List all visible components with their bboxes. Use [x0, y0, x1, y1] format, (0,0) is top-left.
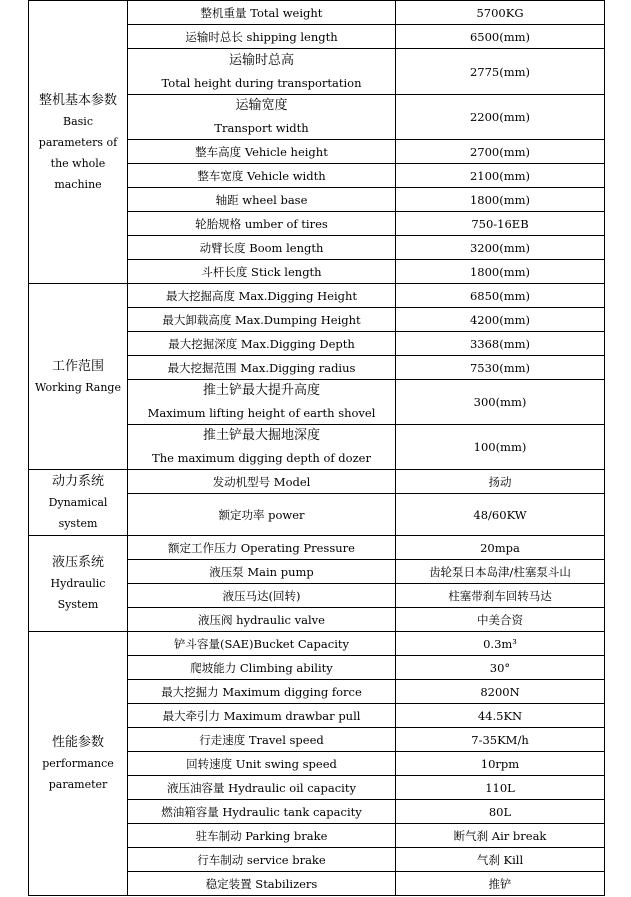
parameter-name-cell [128, 800, 396, 824]
parameter-name-cell [128, 380, 396, 425]
parameter-name-cell [128, 848, 396, 872]
parameter-value: 750-16EB [471, 216, 529, 231]
parameter-name-cell [128, 308, 396, 332]
parameter-value-cell [396, 95, 605, 140]
category-label-en: Basic [63, 114, 93, 128]
parameter-value: 80L [488, 804, 512, 819]
parameter-name-cell [128, 584, 396, 608]
parameter-name-cell [128, 212, 396, 236]
parameter-name-cell [128, 425, 396, 470]
parameter-name-cell [128, 95, 396, 140]
parameter-name-cell [128, 164, 396, 188]
parameter-name: 额定工作压力 Operating Pressure [168, 540, 355, 555]
parameter-value-cell [396, 380, 605, 425]
parameter-value: 30° [489, 660, 511, 675]
parameter-name: 液压油容量 Hydraulic oil capacity [167, 780, 356, 795]
parameter-value-cell [396, 776, 605, 800]
parameter-value: 2700(mm) [469, 144, 531, 159]
parameter-name: 发动机型号 Model [212, 474, 311, 489]
category-cell [29, 536, 128, 632]
category-cell [29, 284, 128, 470]
parameter-value: 8200N [480, 684, 520, 699]
parameter-value: 48/60KW [473, 507, 527, 522]
category-label-en: system [58, 517, 98, 530]
parameter-value-cell [396, 425, 605, 470]
parameter-name: 液压马达(回转) [222, 588, 301, 603]
parameter-value: 7-35KM/h [471, 732, 529, 747]
category-label-en: machine [54, 177, 102, 191]
parameter-value: 中美合资 [477, 612, 523, 627]
parameter-value: 10rpm [480, 756, 520, 771]
parameter-value-cell [396, 704, 605, 728]
category-label-zh: 性能参数 [51, 735, 104, 750]
parameter-name: 最大挖掘深度 Max.Digging Depth [168, 336, 355, 351]
parameter-value: 扬动 [488, 474, 512, 489]
parameter-value: 断气刹 Air break [453, 828, 547, 843]
parameter-value-cell [396, 140, 605, 164]
category-label-zh: 液压系统 [51, 555, 104, 570]
parameter-name-cell [128, 356, 396, 380]
parameter-name: 行走速度 Travel speed [199, 732, 324, 747]
parameter-name-cell [128, 49, 396, 95]
parameter-value-cell [396, 608, 605, 632]
parameter-name-line: 推土铲最大提升高度 [202, 383, 320, 398]
parameter-name: 稳定装置 Stabilizers [205, 876, 318, 891]
parameter-value: 气刹 Kill [476, 852, 524, 867]
parameter-name-cell [128, 332, 396, 356]
parameter-name: 液压泵 Main pump [209, 564, 314, 579]
table-row [29, 1, 605, 25]
parameter-name: 最大挖掘范围 Max.Digging radius [167, 360, 356, 375]
parameter-name: 整车高度 Vehicle height [195, 144, 328, 159]
parameter-name: 运输时总长 shipping length [185, 29, 338, 44]
parameter-name: 整车宽度 Vehicle width [197, 168, 326, 183]
parameter-name-cell [128, 494, 396, 536]
parameter-name-line: Maximum lifting height of earth shovel [147, 406, 376, 420]
parameter-value-cell [396, 800, 605, 824]
parameter-name: 回转速度 Unit swing speed [186, 756, 337, 771]
parameter-value: 0.3m³ [483, 636, 517, 651]
parameter-value-cell [396, 356, 605, 380]
parameter-value-cell [396, 1, 605, 25]
parameter-name-cell [128, 680, 396, 704]
parameter-name-cell [128, 704, 396, 728]
parameter-value: 1800(mm) [469, 192, 531, 207]
parameter-value-cell [396, 25, 605, 49]
category-label-en: performance [42, 757, 114, 770]
parameter-value-cell [396, 470, 605, 494]
parameter-name-line: Total height during transportation [161, 75, 362, 90]
parameter-name: 铲斗容量(SAE)Bucket Capacity [173, 636, 349, 651]
parameter-value: 5700KG [476, 5, 524, 20]
parameter-value-cell [396, 212, 605, 236]
parameter-value: 300(mm) [473, 395, 527, 409]
parameter-value-cell [396, 632, 605, 656]
parameter-name: 轴距 wheel base [215, 192, 308, 207]
parameter-name-cell [128, 260, 396, 284]
parameter-value: 100(mm) [473, 440, 527, 454]
parameter-name: 液压阀 hydraulic valve [198, 612, 325, 627]
parameter-value: 110L [485, 780, 515, 795]
spec-table [28, 0, 605, 896]
parameter-value: 3200(mm) [469, 240, 531, 255]
parameter-name: 动臂长度 Boom length [199, 240, 324, 255]
parameter-name-line: The maximum digging depth of dozer [152, 451, 371, 465]
category-label-zh: 动力系统 [51, 474, 104, 489]
parameter-value: 20mpa [480, 540, 520, 555]
parameter-value: 1800(mm) [469, 264, 531, 279]
parameter-value-cell [396, 824, 605, 848]
parameter-name: 轮胎规格 umber of tires [195, 216, 328, 231]
parameter-name-cell [128, 1, 396, 25]
parameter-name-cell [128, 470, 396, 494]
parameter-value: 7530(mm) [469, 360, 531, 375]
table-row [29, 470, 605, 494]
category-label-en: Hydraulic [50, 577, 106, 590]
parameter-name-cell [128, 656, 396, 680]
parameter-name-line: 运输时总高 [228, 52, 294, 68]
parameter-name-cell [128, 632, 396, 656]
parameter-name-cell [128, 776, 396, 800]
parameter-name-cell [128, 560, 396, 584]
parameter-name: 最大牵引力 Maximum drawbar pull [162, 708, 361, 723]
parameter-value-cell [396, 260, 605, 284]
category-cell [29, 632, 128, 896]
parameter-value: 柱塞带刹车回转马达 [448, 588, 552, 603]
parameter-name: 燃油箱容量 Hydraulic tank capacity [161, 804, 362, 819]
parameter-value: 齿轮泵日本岛津/柱塞泵斗山 [429, 564, 571, 579]
parameter-name-cell [128, 728, 396, 752]
parameter-value-cell [396, 584, 605, 608]
category-label-en: Working Range [35, 380, 121, 394]
parameter-value: 2100(mm) [469, 168, 531, 183]
parameter-name-cell [128, 536, 396, 560]
category-label-en: parameter [48, 778, 108, 791]
parameter-name: 最大挖掘力 Maximum digging force [161, 684, 362, 699]
parameter-name-cell [128, 752, 396, 776]
parameter-value-cell [396, 332, 605, 356]
parameter-name-cell [128, 140, 396, 164]
parameter-name-cell [128, 824, 396, 848]
parameter-value-cell [396, 284, 605, 308]
parameter-name-cell [128, 284, 396, 308]
parameter-value: 44.5KN [477, 708, 523, 723]
parameter-value: 6500(mm) [469, 29, 531, 44]
parameter-value: 6850(mm) [469, 288, 531, 303]
parameter-name-cell [128, 188, 396, 212]
category-label-en: parameters of [38, 135, 118, 149]
parameter-name-cell [128, 872, 396, 896]
parameter-name-line: 推土铲最大掘地深度 [202, 428, 320, 443]
parameter-value-cell [396, 848, 605, 872]
parameter-value: 2775(mm) [469, 64, 531, 79]
parameter-name: 驻车制动 Parking brake [195, 828, 328, 843]
parameter-value-cell [396, 680, 605, 704]
parameter-value: 推铲 [488, 876, 512, 891]
parameter-value-cell [396, 49, 605, 95]
parameter-value-cell [396, 236, 605, 260]
parameter-value: 4200(mm) [469, 312, 531, 327]
parameter-value-cell [396, 872, 605, 896]
parameter-name: 最大挖掘高度 Max.Digging Height [165, 288, 358, 303]
parameter-value-cell [396, 728, 605, 752]
spec-table-body [29, 1, 605, 896]
parameter-name-line: Transport width [214, 121, 309, 135]
category-label-zh: 整机基本参数 [38, 92, 117, 108]
category-label-en: the whole [50, 156, 106, 170]
category-cell [29, 1, 128, 284]
parameter-name-cell [128, 236, 396, 260]
category-label-zh: 工作范围 [51, 358, 104, 374]
parameter-value-cell [396, 188, 605, 212]
parameter-value: 3368(mm) [469, 336, 531, 351]
category-label-en: System [57, 598, 99, 611]
parameter-value-cell [396, 494, 605, 536]
parameter-value-cell [396, 752, 605, 776]
parameter-name-line: 运输宽度 [235, 98, 288, 113]
category-cell [29, 470, 128, 536]
parameter-value-cell [396, 560, 605, 584]
parameter-name: 最大卸载高度 Max.Dumping Height [162, 312, 361, 327]
parameter-name-cell [128, 25, 396, 49]
parameter-value-cell [396, 656, 605, 680]
parameter-name: 额定功率 power [218, 507, 305, 522]
parameter-name: 爬坡能力 Climbing ability [190, 660, 333, 675]
parameter-value-cell [396, 308, 605, 332]
parameter-name: 整机重量 Total weight [200, 5, 323, 20]
parameter-value-cell [396, 536, 605, 560]
category-label-en: Dynamical [48, 496, 108, 509]
table-row [29, 632, 605, 656]
parameter-value: 2200(mm) [469, 110, 531, 124]
parameter-name: 行车制动 service brake [197, 852, 326, 867]
parameter-name-cell [128, 608, 396, 632]
parameter-value-cell [396, 164, 605, 188]
table-row [29, 536, 605, 560]
parameter-name: 斗杆长度 Stick length [201, 264, 322, 279]
table-row [29, 284, 605, 308]
